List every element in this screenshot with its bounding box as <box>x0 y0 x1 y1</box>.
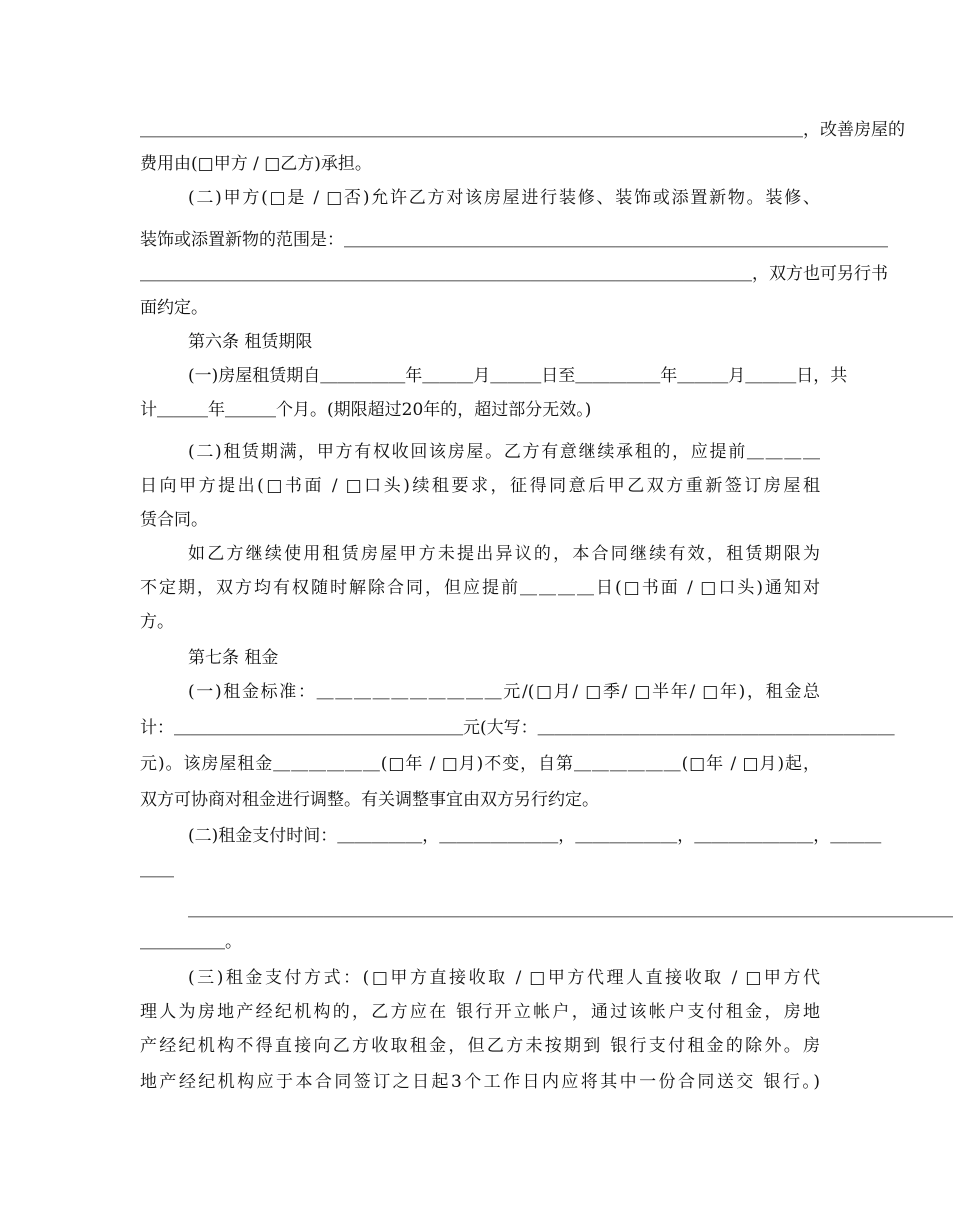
text-line: ＿＿ <box>140 860 174 880</box>
text-line: 日向甲方提出(□书面 / □口头)续租要求，征得同意后甲乙双方重新签订房屋租 <box>140 476 820 496</box>
text-line: ＿＿＿＿＿＿＿＿＿＿＿＿＿＿＿＿＿＿＿＿＿＿＿＿＿＿＿＿＿＿＿＿＿＿＿＿＿＿＿＿＿＿＿＿＿ <box>188 900 953 920</box>
text-line: 产经纪机构不得直接向乙方收取租金，但乙方未按期到 银行支付租金的除外。房 <box>140 1036 820 1056</box>
text-line: (一)房屋租赁期自＿＿＿＿＿年＿＿＿月＿＿＿日至＿＿＿＿＿年＿＿＿月＿＿＿日，共 <box>188 366 848 386</box>
text-line: 赁合同。 <box>140 510 208 530</box>
text-line: 装饰或添置新物的范围是：＿＿＿＿＿＿＿＿＿＿＿＿＿＿＿＿＿＿＿＿＿＿＿＿＿＿＿＿＿＿＿＿ <box>140 230 888 250</box>
text-line: (三)租金支付方式：(□甲方直接收取 / □甲方代理人直接收取 / □甲方代 <box>188 968 820 988</box>
text-line: (二)甲方(□是 / □否)允许乙方对该房屋进行装修、装饰或添置新物。装修、 <box>188 188 820 208</box>
text-line: 元)。该房屋租金＿＿＿＿＿＿(□年 / □月)不变，自第＿＿＿＿＿＿(□年 / □月)起， <box>140 754 820 774</box>
text-line: 地产经纪机构应于本合同签订之日起3个工作日内应将其中一份合同送交 银行。) <box>140 1072 820 1092</box>
text-line: (一)租金标准：＿＿＿＿＿＿＿＿＿＿元/(□月/ □季/ □半年/ □年)，租金总 <box>188 682 820 702</box>
text-line: 计：＿＿＿＿＿＿＿＿＿＿＿＿＿＿＿＿＿元(大写：＿＿＿＿＿＿＿＿＿＿＿＿＿＿＿＿＿＿＿＿＿ <box>140 718 895 738</box>
text-line: (二)租赁期满，甲方有权收回该房屋。乙方有意继续承租的，应提前＿＿＿＿ <box>188 442 820 462</box>
text-line: 如乙方继续使用租赁房屋甲方未提出异议的，本合同继续有效，租赁期限为 <box>188 544 820 564</box>
text-line: 计＿＿＿年＿＿＿个月。(期限超过20年的，超过部分无效。) <box>140 400 592 420</box>
text-line: 面约定。 <box>140 298 208 318</box>
text-line: (二)租金支付时间：＿＿＿＿＿，＿＿＿＿＿＿＿，＿＿＿＿＿＿，＿＿＿＿＿＿＿，＿＿＿ <box>188 826 882 846</box>
text-line: ＿＿＿＿＿。 <box>140 932 242 952</box>
section-heading: 第六条 租赁期限 <box>188 332 313 352</box>
text-line: ＿＿＿＿＿＿＿＿＿＿＿＿＿＿＿＿＿＿＿＿＿＿＿＿＿＿＿＿＿＿＿＿＿＿＿＿，双方也可另行书 <box>140 264 888 284</box>
text-line: 理人为房地产经纪机构的，乙方应在 银行开立帐户，通过该帐户支付租金，房地 <box>140 1002 820 1022</box>
text-line: ＿＿＿＿＿＿＿＿＿＿＿＿＿＿＿＿＿＿＿＿＿＿＿＿＿＿＿＿＿＿＿＿＿＿＿＿＿＿＿，改善房屋的 <box>140 120 905 140</box>
text-line: 双方可协商对租金进行调整。有关调整事宜由双方另行约定。 <box>140 790 599 810</box>
text-line: 方。 <box>140 612 174 632</box>
section-heading: 第七条 租金 <box>188 648 279 668</box>
text-line: 不定期，双方均有权随时解除合同，但应提前＿＿＿＿日(□书面 / □口头)通知对 <box>140 578 820 598</box>
text-line: 费用由(□甲方 / □乙方)承担。 <box>140 154 372 174</box>
